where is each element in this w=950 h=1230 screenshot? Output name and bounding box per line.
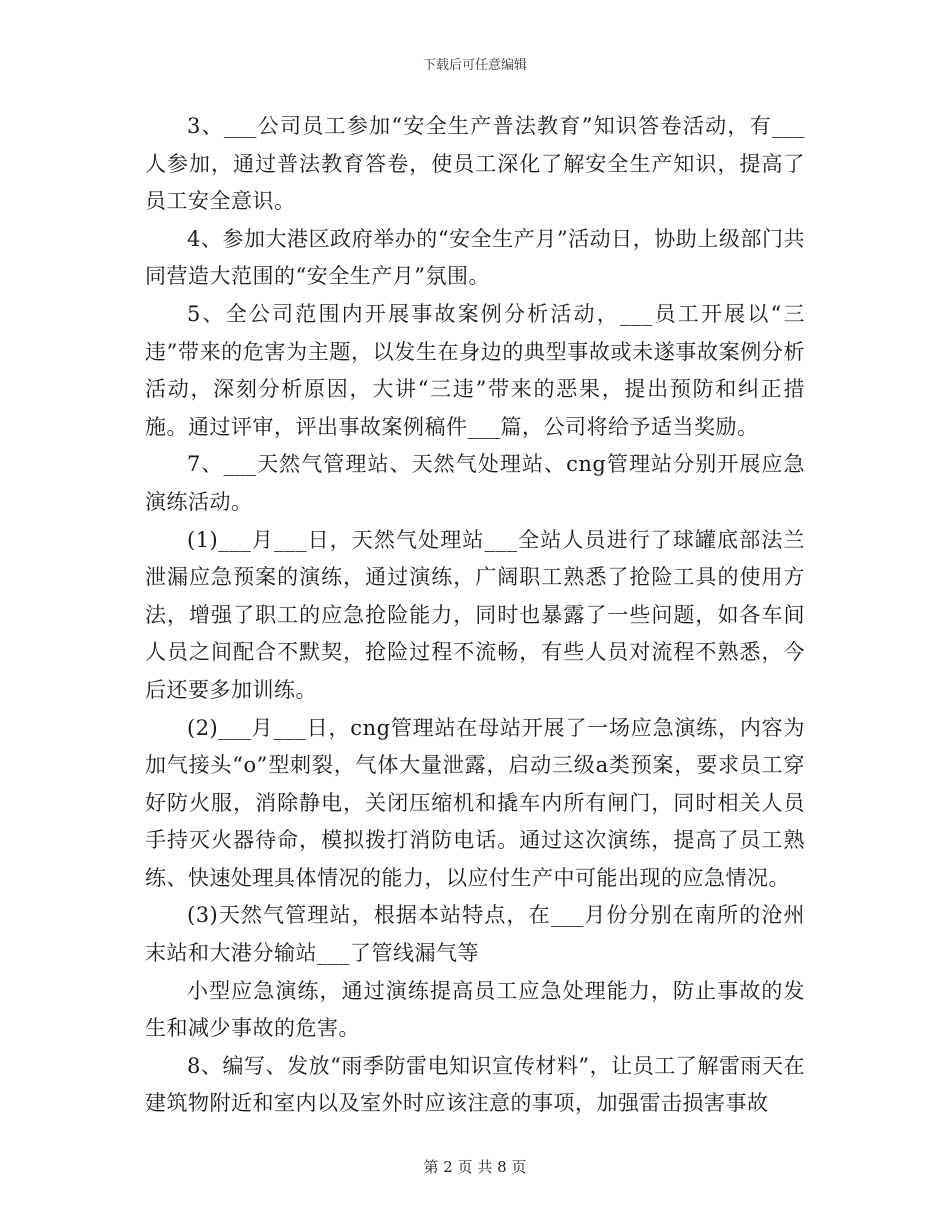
paragraph-5: 5、全公司范围内开展事故案例分析活动，___员工开展以“三违”带来的危害为主题，以发生在身边的典型事故或未遂事故案例分析活动，深刻分析原因，大讲“三违”带来的恶果，提出预防和纠正措施。通过评审，评出事故案例稿件___篇，公司将给予适当奖励。 — [145, 301, 805, 439]
paragraph-8: 8、编写、发放“雨季防雷电知识宣传材料”，让员工了解雷雨天在建筑物附近和室内以及室外时应该注意的事项，加强雷击损害事故 — [145, 1053, 805, 1116]
paragraph-3: 3、___公司员工参加“安全生产普法教育”知识答卷活动，有___人参加，通过普法教育答卷，使员工深化了解安全生产知识，提高了员工安全意识。 — [145, 114, 805, 214]
paragraph-7-2: (2)___月___日，cng管理站在母站开展了一场应急演练，内容为加气接头“o”型刺裂，气体大量泄露，启动三级a类预案，要求员工穿好防火服，消除静电，关闭压缩机和撬车内所有闸门，同时相关人员手持灭火器待命，模拟拨打消防电话。通过这次演练，提高了员工熟练、快速处理具体情况的能力，以应付生产中可能出现的应急情况。 — [145, 715, 805, 890]
page-header-note: 下载后可任意编辑 — [422, 58, 527, 73]
document-body — [145, 108, 805, 1123]
page-number: 第 2 页 共 8 页 — [423, 1158, 527, 1176]
paragraph-7: 7、___天然气管理站、天然气处理站、cng管理站分别开展应急演练活动。 — [145, 452, 805, 514]
paragraph-7-3-continued: 小型应急演练，通过演练提高员工应急处理能力，防止事故的发生和减少事故的危害。 — [145, 978, 805, 1041]
paragraph-7-1: (1)___月___日，天然气处理站___全站人员进行了球罐底部法兰泄漏应急预案的演练，通过演练，广阔职工熟悉了抢险工具的使用方法，增强了职工的应急抢险能力，同时也暴露了一些问题，如各车间人员之间配合不默契，抢险过程不流畅，有些人员对流程不熟悉，今后还要多加训练。 — [145, 527, 805, 702]
paragraph-4: 4、参加大港区政府举办的“安全生产月”活动日，协助上级部门共同营造大范围的“安全生产月”氛围。 — [145, 226, 805, 289]
paragraph-7-3: (3)天然气管理站，根据本站特点，在___月份分别在南所的沧州末站和大港分输站___了管线漏气等 — [145, 903, 805, 966]
